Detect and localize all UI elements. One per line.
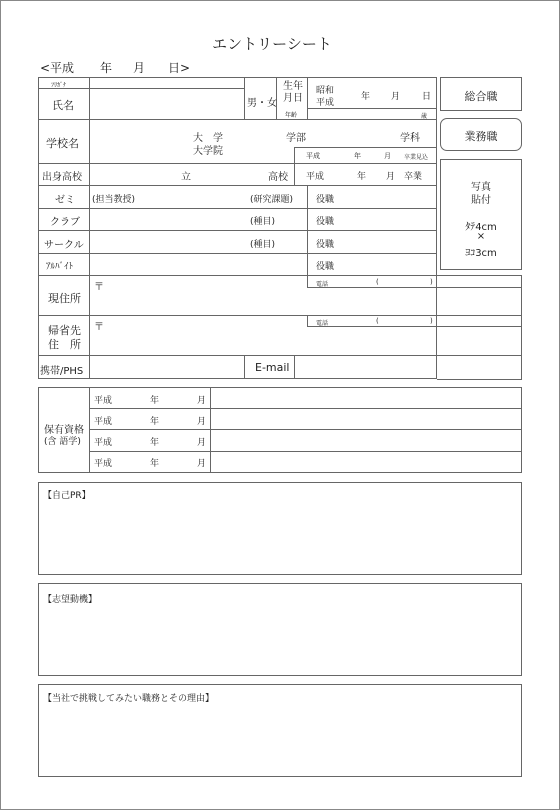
motive-heading: 【志望動機】 bbox=[43, 595, 98, 605]
dept-label: 学科 bbox=[400, 133, 420, 144]
qual-label-2: (含 語学) bbox=[44, 437, 81, 447]
row-role-club: 役職 bbox=[316, 217, 335, 227]
photo-size-x: × bbox=[476, 231, 486, 242]
furigana-label: ﾌﾘｶﾞﾅ bbox=[51, 82, 67, 89]
name-field[interactable] bbox=[90, 89, 244, 119]
row-label-parttime: ｱﾙﾊﾞｲﾄ bbox=[46, 262, 74, 272]
faculty-label: 学部 bbox=[286, 133, 306, 144]
photo-label-2: 貼付 bbox=[471, 195, 491, 206]
job-type-clerical-label: 業務職 bbox=[464, 130, 498, 143]
hs-grad-month: 月 bbox=[386, 172, 396, 182]
challenge-heading: 【当社で挑戦してみたい職務とその理由】 bbox=[43, 694, 215, 704]
row-label-seminar: ゼミ bbox=[55, 195, 75, 206]
era-heisei: 平成 bbox=[316, 98, 335, 108]
self-pr-box[interactable] bbox=[38, 482, 522, 575]
row-role-seminar: 役職 bbox=[316, 195, 335, 205]
hs-grad-era: 平成 bbox=[306, 172, 325, 182]
school-grad-month: 月 bbox=[384, 152, 391, 160]
gender-label[interactable]: 男・女 bbox=[247, 98, 277, 109]
row-note-club-event: (種目) bbox=[250, 217, 276, 227]
school-label: 学校名 bbox=[46, 137, 79, 150]
age-label: 年齢 bbox=[285, 112, 298, 119]
name-label: 氏名 bbox=[52, 99, 74, 112]
home-postal-mark: 〒 bbox=[94, 322, 104, 333]
qual-row-era: 平成 bbox=[94, 459, 113, 469]
photo-size-height: ﾀﾃ4cm bbox=[465, 222, 497, 233]
qual-row-era: 平成 bbox=[94, 417, 113, 427]
birth-label: 生年 月日 bbox=[283, 81, 303, 104]
row-note-research: (研究課題) bbox=[250, 195, 294, 205]
photo-size-width: ﾖｺ3cm bbox=[465, 248, 497, 259]
row-note-circle-event: (種目) bbox=[250, 240, 276, 250]
self-pr-heading: 【自己PR】 bbox=[43, 491, 91, 501]
qual-row-year: 年 bbox=[150, 396, 160, 406]
birth-year: 年 bbox=[361, 92, 371, 102]
qual-row-month: 月 bbox=[197, 396, 207, 406]
qual-row-month: 月 bbox=[197, 438, 207, 448]
motive-box[interactable] bbox=[38, 583, 522, 676]
address-label: 現住所 bbox=[48, 292, 81, 305]
date-prefix: <平成 bbox=[40, 61, 75, 75]
mobile-label: 携帯/PHS bbox=[40, 366, 84, 377]
photo-label-1: 写真 bbox=[471, 182, 491, 193]
hs-grad-status: 卒業 bbox=[404, 172, 423, 182]
home-label-1: 帰省先 bbox=[48, 324, 81, 337]
qual-row-month: 月 bbox=[197, 417, 207, 427]
address-postal-mark: 〒 bbox=[94, 282, 104, 293]
home-tel-label: 電話 bbox=[316, 320, 329, 327]
age-suffix: 歳 bbox=[421, 113, 428, 120]
univ-label: 大 学 bbox=[193, 133, 223, 144]
qual-row-year: 年 bbox=[150, 459, 160, 469]
job-type-general-label: 総合職 bbox=[464, 90, 498, 103]
address-tel-close: ) bbox=[430, 278, 433, 286]
page-title: エントリーシート bbox=[212, 35, 332, 53]
school-grad-era: 平成 bbox=[306, 152, 320, 160]
qual-row-year: 年 bbox=[150, 417, 160, 427]
date-year: 年 bbox=[100, 61, 113, 75]
qual-label-1: 保有資格 bbox=[44, 425, 84, 436]
row-role-circle: 役職 bbox=[316, 240, 335, 250]
birth-day: 日 bbox=[422, 92, 432, 102]
row-label-circle: サークル bbox=[44, 240, 84, 251]
school-grad-status: 卒業見込 bbox=[404, 154, 429, 161]
birth-month: 月 bbox=[391, 92, 401, 102]
home-label-2: 住 所 bbox=[48, 338, 81, 351]
grad-label: 大学院 bbox=[193, 146, 223, 157]
home-tel-open: ( bbox=[376, 317, 379, 325]
address-tel-open: ( bbox=[376, 278, 379, 286]
main-table bbox=[38, 77, 437, 379]
era-showa: 昭和 bbox=[316, 86, 335, 96]
qual-row-era: 平成 bbox=[94, 438, 113, 448]
row-label-club: クラブ bbox=[50, 217, 80, 228]
highschool-label: 出身高校 bbox=[42, 172, 82, 183]
school-grad-year: 年 bbox=[354, 152, 361, 160]
address-tel-label: 電話 bbox=[316, 281, 329, 288]
email-label: E-mail bbox=[255, 361, 290, 374]
date-month: 月 bbox=[133, 61, 146, 75]
highschool-koko: 高校 bbox=[268, 172, 288, 183]
date-day: 日> bbox=[168, 61, 191, 75]
qual-row-month: 月 bbox=[197, 459, 207, 469]
qual-row-year: 年 bbox=[150, 438, 160, 448]
home-tel-close: ) bbox=[430, 317, 433, 325]
row-role-parttime: 役職 bbox=[316, 262, 335, 272]
row-note-professor: (担当教授) bbox=[92, 195, 136, 205]
hs-grad-year: 年 bbox=[357, 172, 367, 182]
qual-row-era: 平成 bbox=[94, 396, 113, 406]
highschool-ritsu: 立 bbox=[181, 172, 191, 183]
